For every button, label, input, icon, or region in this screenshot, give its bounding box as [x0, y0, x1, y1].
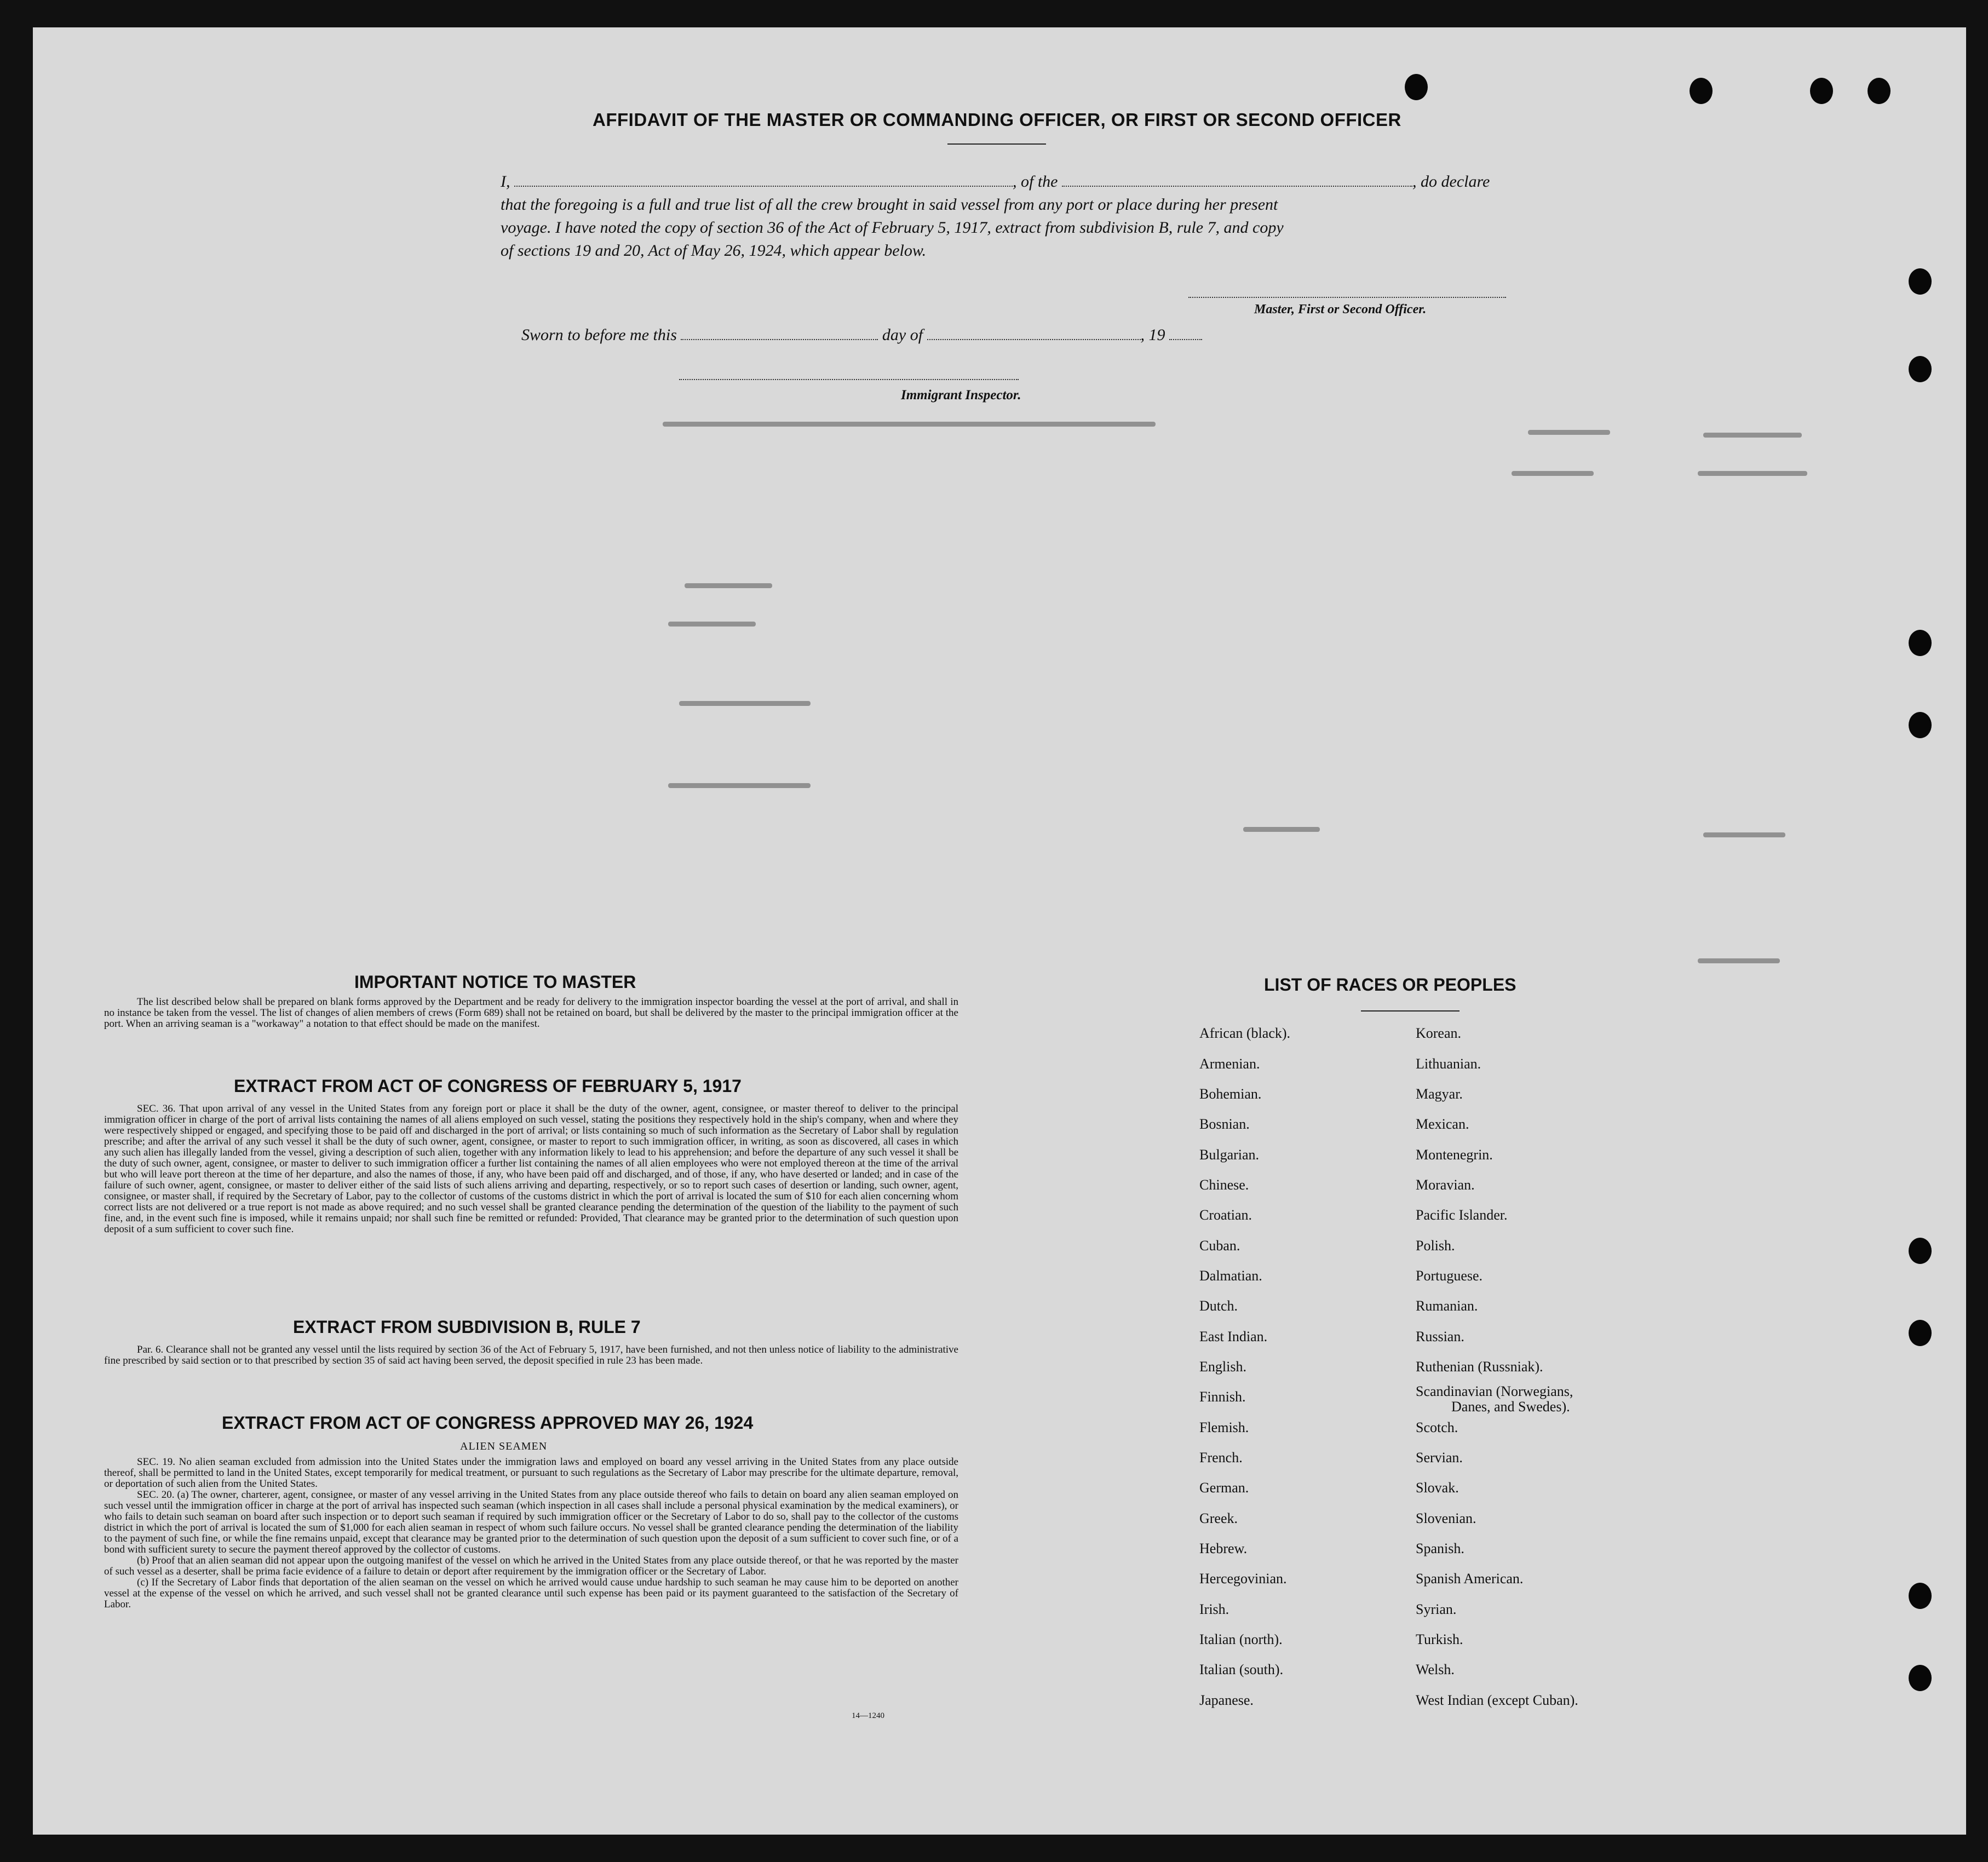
race-item: English. [1199, 1359, 1246, 1375]
bleed-through-mark [1698, 471, 1807, 476]
alien-seamen-subtitle: ALIEN SEAMEN [460, 1440, 548, 1452]
sec-20a-text: SEC. 20. (a) The owner, charterer, agent, consignee, or master of any vessel arriving in the United States from any place outside thereof who fails to detain on board any alien seaman employed on such vessel until the immigration officer in charge at the port of arrival has inspected such seaman (which inspection in all cases shall include a personal physical examination by the medical examiners), or who fails to detain such seaman on board after such inspection or to deport such seaman if required by such immigration officer or the Secretary of Labor to do so, shall pay to the collector of the customs district in which the port of arrival is located the sum of $1,000 for each alien seaman in respect of whom such failure occurs. No vessel shall be granted clearance pending the determination of the liability to the payment of such fine, or while the fine remains unpaid, except that clearance may be granted prior to the determination of such question upon the deposit of a sum sufficient to cover such fine, or of a bond with sufficient surety to secure the payment thereof approved by the collector of customs. [104, 1489, 958, 1555]
sworn-month-field[interactable] [927, 339, 1141, 340]
punch-hole [1868, 78, 1891, 104]
year-prefix: , 19 [1140, 326, 1165, 344]
race-item: Welsh. [1416, 1662, 1455, 1677]
sec-20c-text: (c) If the Secretary of Labor finds that deportation of the alien seaman on the vessel on which he arrived would cause undue hardship to such seaman he may cause him to be deported on another vessel at the expense of the vessel on which he arrived, and such vessel shall not be granted clearance until such expense has been paid or its payment guaranteed to the satisfaction of the Secretary of Labor. [104, 1577, 958, 1610]
race-item: Montenegrin. [1416, 1147, 1493, 1163]
race-item: Rumanian. [1416, 1298, 1478, 1314]
inspector-signature-line [679, 379, 1019, 380]
race-item: Syrian. [1416, 1601, 1457, 1617]
race-item: Japanese. [1199, 1692, 1254, 1708]
extract-1924-title: EXTRACT FROM ACT OF CONGRESS APPROVED MAY 26, 1924 [222, 1413, 754, 1433]
punch-hole [1909, 1238, 1932, 1264]
race-item: Finnish. [1199, 1389, 1246, 1405]
bleed-through-mark [1512, 471, 1594, 476]
bleed-through-mark [668, 783, 811, 788]
race-item: Cuban. [1199, 1238, 1240, 1254]
extract-1924-body [104, 1457, 958, 1610]
notice-body [104, 997, 958, 1030]
notice-title: IMPORTANT NOTICE TO MASTER [354, 972, 636, 992]
race-item: Armenian. [1199, 1056, 1260, 1072]
rule-7-title: EXTRACT FROM SUBDIVISION B, RULE 7 [293, 1317, 641, 1337]
punch-hole [1810, 78, 1833, 104]
race-item: Greek. [1199, 1510, 1238, 1526]
race-item: Polish. [1416, 1238, 1455, 1254]
race-item: French. [1199, 1450, 1243, 1466]
i-label: I, [501, 173, 510, 191]
race-item: West Indian (except Cuban). [1416, 1692, 1578, 1708]
punch-hole [1909, 268, 1932, 295]
punch-hole [1909, 1665, 1932, 1691]
race-item: Turkish. [1416, 1631, 1463, 1647]
races-title: LIST OF RACES OR PEOPLES [1264, 975, 1516, 995]
affidavit-line-3: voyage. I have noted the copy of section 36 of the Act of February 5, 1917, extract from subdivision B, rule 7, and copy [501, 219, 1284, 237]
race-item: German. [1199, 1480, 1249, 1496]
race-item: Croatian. [1199, 1207, 1252, 1223]
day-of-label: day of [882, 326, 923, 344]
bleed-through-mark [679, 701, 811, 706]
race-item: Hebrew. [1199, 1541, 1248, 1556]
inspector-label: Immigrant Inspector. [901, 388, 1021, 403]
sec-36-text: SEC. 36. That upon arrival of any vessel in the United States from any foreign port or place it shall be the duty of the owner, agent, consignee, or master thereof to deliver to the principal immigration officer in charge of the port of arrival lists containing the names of all aliens employed on such vessel, stating the positions they respectively hold in the ship's company, when and where they were respectively shipped or engaged, and specifying those to be paid off and discharged in the port of arrival; or lists containing so much of such information as the Secretary of Labor shall by regulation prescribe; and after the arrival of any such vessel it shall be the duty of such owner, agent, consignee, or master to report to such immigration officer, in writing, as soon as discovered, all cases in which any such alien has illegally landed from the vessel, giving a description of such alien, together with any information likely to lead to his apprehension; and before the departure of any such vessel it shall be the duty of such owner, agent, consignee, or master to deliver to such immigration officer a further list containing the names of all alien employees who were not employed thereon at the time of the arrival but who will leave port thereon at the time of her departure, and also the names of those, if any, who have been paid off and discharged, and of those, if any, who have deserted or landed; and in case of the failure of such owner, agent, consignee, or master to deliver either of the said lists of such aliens arriving and departing, respectively, or so to report such cases of desertion or landing, such owner, agent, consignee, or master shall, if required by the Secretary of Labor, pay to the collector of customs of the customs district in which the port of arrival is located the sum of $10 for each alien concerning whom correct lists are not delivered or a true report is not made as above required; and no such vessel shall be granted clearance pending the determination of the question of the liability to the payment of such fine, and, in the event such fine is imposed, while it remains unpaid; nor shall such fine be remitted or refunded: Provided, That clearance may be granted prior to the determination of such question upon deposit of a sum sufficient to cover such fine. [104, 1103, 958, 1235]
bleed-through-mark [685, 583, 772, 588]
bleed-through-mark [1243, 827, 1320, 832]
affidavit-title: AFFIDAVIT OF THE MASTER OR COMMANDING OFFICER, OR FIRST OR SECOND OFFICER [593, 110, 1401, 130]
bleed-through-mark [1528, 430, 1610, 435]
race-item: Bosnian. [1199, 1116, 1250, 1132]
race-item: Servian. [1416, 1450, 1463, 1466]
race-item: Scandinavian (Norwegians, [1416, 1383, 1573, 1399]
sworn-label: Sworn to before me this [521, 326, 677, 344]
of-the-label: , of the [1013, 173, 1058, 191]
race-item: Dutch. [1199, 1298, 1238, 1314]
punch-hole [1405, 74, 1428, 100]
notice-text: The list described below shall be prepared on blank forms approved by the Department and be ready for delivery to the immigration inspector boarding the vessel at the port of arrival, and shall in no instance be taken from the vessel. The list of changes of alien members of crews (Form 689) shall not be retained on board, but shall be delivered by the master to the principal immigration officer at the port. When an arriving seaman is a "workaway" a notation to that effect should be made on the manifest. [104, 996, 958, 1030]
race-item: Pacific Islander. [1416, 1207, 1508, 1223]
rule-7-body [104, 1344, 958, 1366]
race-item: Italian (south). [1199, 1662, 1284, 1677]
race-item: Irish. [1199, 1601, 1229, 1617]
do-declare-label: , do declare [1412, 173, 1490, 191]
sworn-line [521, 326, 1202, 344]
race-item: Moravian. [1416, 1177, 1475, 1193]
divider [947, 143, 1046, 145]
bleed-through-mark [668, 622, 756, 627]
race-item: Portuguese. [1416, 1268, 1483, 1284]
sworn-day-field[interactable] [681, 339, 878, 340]
race-item: Italian (north). [1199, 1631, 1283, 1647]
race-item: Dalmatian. [1199, 1268, 1262, 1284]
race-item: Flemish. [1199, 1420, 1249, 1435]
signature-label: Master, First or Second Officer. [1254, 302, 1427, 317]
bleed-through-mark [1703, 433, 1802, 438]
sec-20b-text: (b) Proof that an alien seaman did not appear upon the outgoing manifest of the vessel on which he arrived in the United States from any place outside thereof, or that he was reported by the master of such vessel as a deserter, shall be prima facie evidence of a failure to detain or deport after requirement by the immigration officer or the Secretary of Labor. [104, 1555, 958, 1577]
race-item: Scotch. [1416, 1420, 1458, 1435]
race-item: Korean. [1416, 1025, 1462, 1041]
race-item: African (black). [1199, 1025, 1291, 1041]
par-6-text: Par. 6. Clearance shall not be granted any vessel until the lists required by section 36 of the Act of February 5, 1917, have been furnished, and not then unless notice of liability to the administrative fine prescribed by said section or to that prescribed by section 35 of said act having been served, the deposit specified in rule 23 has been made. [104, 1344, 958, 1366]
bleed-through-mark [1698, 958, 1780, 963]
race-item: Ruthenian (Russniak). [1416, 1359, 1543, 1375]
race-item: Russian. [1416, 1329, 1464, 1344]
sworn-year-field[interactable] [1169, 339, 1202, 340]
punch-hole [1909, 1320, 1932, 1346]
master-name-field[interactable] [514, 186, 1013, 187]
vessel-name-field[interactable] [1062, 186, 1412, 187]
punch-hole [1909, 356, 1932, 382]
punch-hole [1909, 1583, 1932, 1609]
race-item: Chinese. [1199, 1177, 1249, 1193]
punch-hole [1909, 712, 1932, 738]
race-item: Slovak. [1416, 1480, 1459, 1496]
form-number: 14—1240 [852, 1711, 884, 1720]
affidavit-line-1 [501, 173, 1490, 191]
bleed-through-mark [663, 422, 1156, 427]
race-item: Lithuanian. [1416, 1056, 1481, 1072]
punch-hole [1690, 78, 1713, 104]
extract-1917-title: EXTRACT FROM ACT OF CONGRESS OF FEBRUARY 5, 1917 [234, 1076, 742, 1096]
signature-line [1188, 297, 1506, 298]
race-item: Danes, and Swedes). [1451, 1399, 1570, 1415]
race-item: Spanish American. [1416, 1571, 1524, 1587]
race-item: Bohemian. [1199, 1086, 1262, 1102]
race-item: Hercegovinian. [1199, 1571, 1287, 1587]
affidavit-line-4: of sections 19 and 20, Act of May 26, 1924, which appear below. [501, 242, 927, 260]
extract-1917-body [104, 1104, 958, 1235]
race-item: East Indian. [1199, 1329, 1268, 1344]
race-item: Spanish. [1416, 1541, 1464, 1556]
bleed-through-mark [1703, 832, 1785, 837]
race-item: Bulgarian. [1199, 1147, 1260, 1163]
sec-19-text: SEC. 19. No alien seaman excluded from admission into the United States under the immigration laws and employed on board any vessel arriving in the United States from any place outside thereof, shall be permitted to land in the United States, except temporarily for medical treatment, or pursuant to such regulations as the Secretary of Labor may prescribe for the ultimate departure, removal, or deportation of such alien from the United States. [104, 1456, 958, 1490]
punch-hole [1909, 630, 1932, 656]
affidavit-line-2: that the foregoing is a full and true list of all the crew brought in said vessel from any port or place during her present [501, 196, 1278, 214]
document-page [33, 27, 1966, 1835]
race-item: Mexican. [1416, 1116, 1469, 1132]
divider [1361, 1010, 1460, 1012]
race-item: Slovenian. [1416, 1510, 1476, 1526]
race-item: Magyar. [1416, 1086, 1463, 1102]
